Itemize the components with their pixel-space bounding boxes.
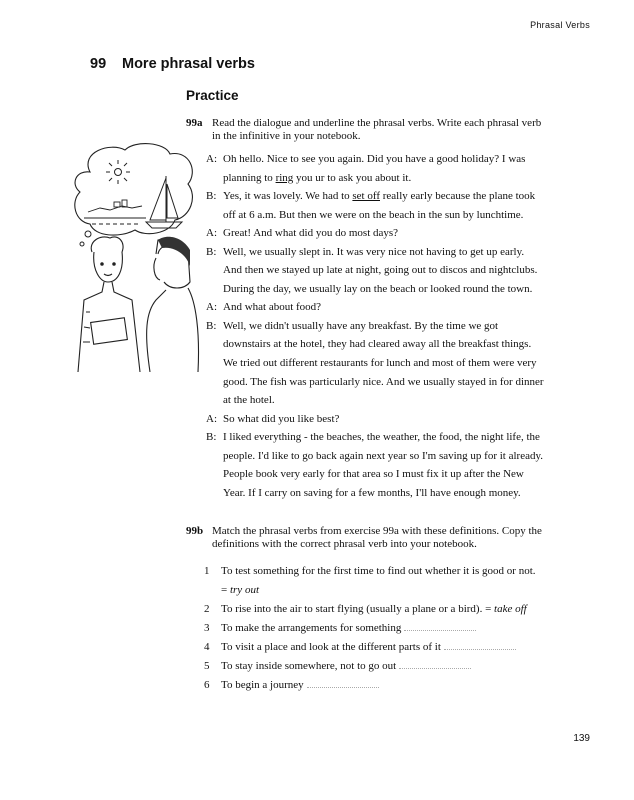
dialogue-line <box>206 206 596 225</box>
dialogue-line <box>206 391 596 410</box>
speaker-label: B: <box>206 319 217 332</box>
underlined-phrasal-verb: set off <box>352 190 380 203</box>
dialogue-line <box>206 484 596 503</box>
definition-text <box>221 676 379 695</box>
running-head: Phrasal Verbs <box>530 20 590 30</box>
speaker-label: A: <box>206 227 217 240</box>
definition-body: To begin a journey <box>221 679 304 691</box>
dialogue-line <box>206 243 596 262</box>
dialogue-text <box>223 428 540 447</box>
page-number: 139 <box>573 733 590 744</box>
answer-blank <box>444 641 516 650</box>
definition-body: To make the arrangements for something <box>221 622 402 634</box>
definition-text <box>221 600 527 619</box>
definition-text <box>221 657 471 676</box>
text-fragment: Well, we didn't usually have any breakfast. By the time we got <box>223 319 499 332</box>
definition-text <box>221 619 476 638</box>
text-fragment: Oh hello. Nice to see you again. Did you have a good holiday? I was <box>223 153 526 165</box>
exercise-b-instruction-1: Match the phrasal verbs from exercise 99a with these definitions. Copy the <box>212 525 542 537</box>
definition-number: 4 <box>204 641 210 653</box>
underlined-phrasal-verb: ring <box>275 171 294 184</box>
answer-text: try out <box>229 584 259 596</box>
dialogue-text <box>223 410 339 429</box>
definition-text <box>221 638 516 657</box>
definition-number: 2 <box>204 603 210 615</box>
dialogue-line <box>206 428 596 447</box>
text-fragment: planning to <box>223 171 276 184</box>
dialogue-text <box>223 150 525 169</box>
equals-sign: = <box>221 584 230 596</box>
sun-icon <box>106 160 130 184</box>
man-figure <box>147 239 199 372</box>
text-fragment: I liked everything - the beaches, the weather, the food, the night life, the <box>223 431 540 444</box>
dialogue-text <box>223 243 524 262</box>
sailboat-icon <box>146 176 182 228</box>
text-fragment: at the hotel. <box>223 394 275 407</box>
dialogue-text <box>223 224 398 243</box>
exercise-a-label: 99a <box>186 117 203 129</box>
exercise-b-label: 99b <box>186 525 204 537</box>
dialogue-text <box>223 187 535 206</box>
dialogue-line <box>206 410 596 429</box>
dialogue-text <box>223 373 544 392</box>
dialogue-text <box>223 298 321 317</box>
text-fragment: downstairs at the hotel, they had cleared away all the breakfast things. <box>223 338 532 351</box>
text-fragment: People book very early for that area so I must fix it up after the New <box>223 468 524 481</box>
text-fragment: off at 6 a.m. But then we were on the beach in the sun by lunchtime. <box>223 208 524 221</box>
definition-body: To stay inside somewhere, not to go out <box>221 660 397 672</box>
speaker-label: A: <box>206 412 217 425</box>
speaker-label: A: <box>206 301 217 314</box>
text-fragment: you ur to ask you about it. <box>293 171 412 184</box>
unit-number: 99 <box>90 56 107 72</box>
text-fragment: Great! And what did you do most days? <box>223 227 399 240</box>
answer-blank <box>399 660 471 669</box>
definition-text <box>221 562 536 581</box>
answer-blank <box>307 679 379 688</box>
definition-number: 5 <box>204 660 210 672</box>
dialogue-text <box>223 261 537 280</box>
dialogue-text <box>223 169 411 188</box>
text-fragment: During the day, we usually lay on the beach or looked round the town. <box>223 282 533 295</box>
dialogue-line <box>206 354 596 373</box>
dialogue-text <box>223 484 521 503</box>
dialogue-line <box>206 187 596 206</box>
text-fragment: We tried out different restaurants for lunch and most of them were very <box>223 357 537 370</box>
text-fragment: Year. If I carry on saving for a few months, I'll have enough money. <box>223 486 521 499</box>
text-fragment: So what did you like best? <box>223 412 340 425</box>
dialogue-text <box>223 317 498 336</box>
dialogue-text <box>223 335 531 354</box>
speaker-label: B: <box>206 431 217 444</box>
dialogue-line <box>206 280 596 299</box>
text-fragment: people. I'd like to go back again next year so I'm saving up for it already. <box>223 449 544 462</box>
text-fragment: And what about food? <box>223 301 322 314</box>
dialogue-text <box>223 354 537 373</box>
dialogue-text <box>223 465 524 484</box>
dialogue-line <box>206 224 596 243</box>
answer-text: take off <box>494 603 527 615</box>
dialogue-text <box>223 280 532 299</box>
dialogue-line <box>206 169 596 188</box>
dialogue <box>206 150 596 502</box>
section-title: Practice <box>186 88 239 103</box>
exercise-a-instruction-2: in the infinitive in your notebook. <box>212 130 361 142</box>
dialogue-line <box>206 373 596 392</box>
exercise-a-instruction-1: Read the dialogue and underline the phrasal verbs. Write each phrasal verb <box>212 117 542 129</box>
dialogue-line <box>206 150 596 169</box>
unit-title: More phrasal verbs <box>122 56 255 72</box>
dialogue-line <box>206 335 596 354</box>
definition-number: 1 <box>204 565 210 577</box>
speaker-label: B: <box>206 190 217 203</box>
dialogue-text <box>223 206 523 225</box>
definition-number: 6 <box>204 679 210 691</box>
text-fragment: And then we stayed up late at night, going out to discos and nightclubs. <box>223 264 538 277</box>
dialogue-line <box>206 298 596 317</box>
definition-number: 3 <box>204 622 210 634</box>
dialogue-line <box>206 317 596 336</box>
dialogue-text <box>223 447 543 466</box>
unit-heading <box>90 56 255 72</box>
text-fragment: good. The fish was particularly nice. And we usually stayed in for dinner <box>223 375 544 388</box>
definition-body: To test something for the first time to find out whether it is good or not. <box>221 565 536 577</box>
text-fragment: really early because the plane took <box>380 190 536 203</box>
dialogue-text <box>223 391 275 410</box>
dialogue-line <box>206 465 596 484</box>
definition-body: To visit a place and look at the different parts of it <box>221 641 441 653</box>
holiday-illustration <box>70 142 200 372</box>
speaker-label: B: <box>206 245 217 258</box>
definition-body: To rise into the air to start flying (usually a plane or a bird). = <box>221 603 495 615</box>
speaker-label: A: <box>206 153 217 165</box>
answer-blank <box>404 622 476 631</box>
dialogue-line <box>206 261 596 280</box>
text-fragment: Well, we usually slept in. It was very nice not having to get up early. <box>223 245 525 258</box>
text-fragment: Yes, it was lovely. We had to <box>223 190 353 203</box>
exercise-b-instruction-2: definitions with the correct phrasal verb into your notebook. <box>212 538 477 550</box>
dialogue-line <box>206 447 596 466</box>
boy-figure <box>78 237 140 372</box>
